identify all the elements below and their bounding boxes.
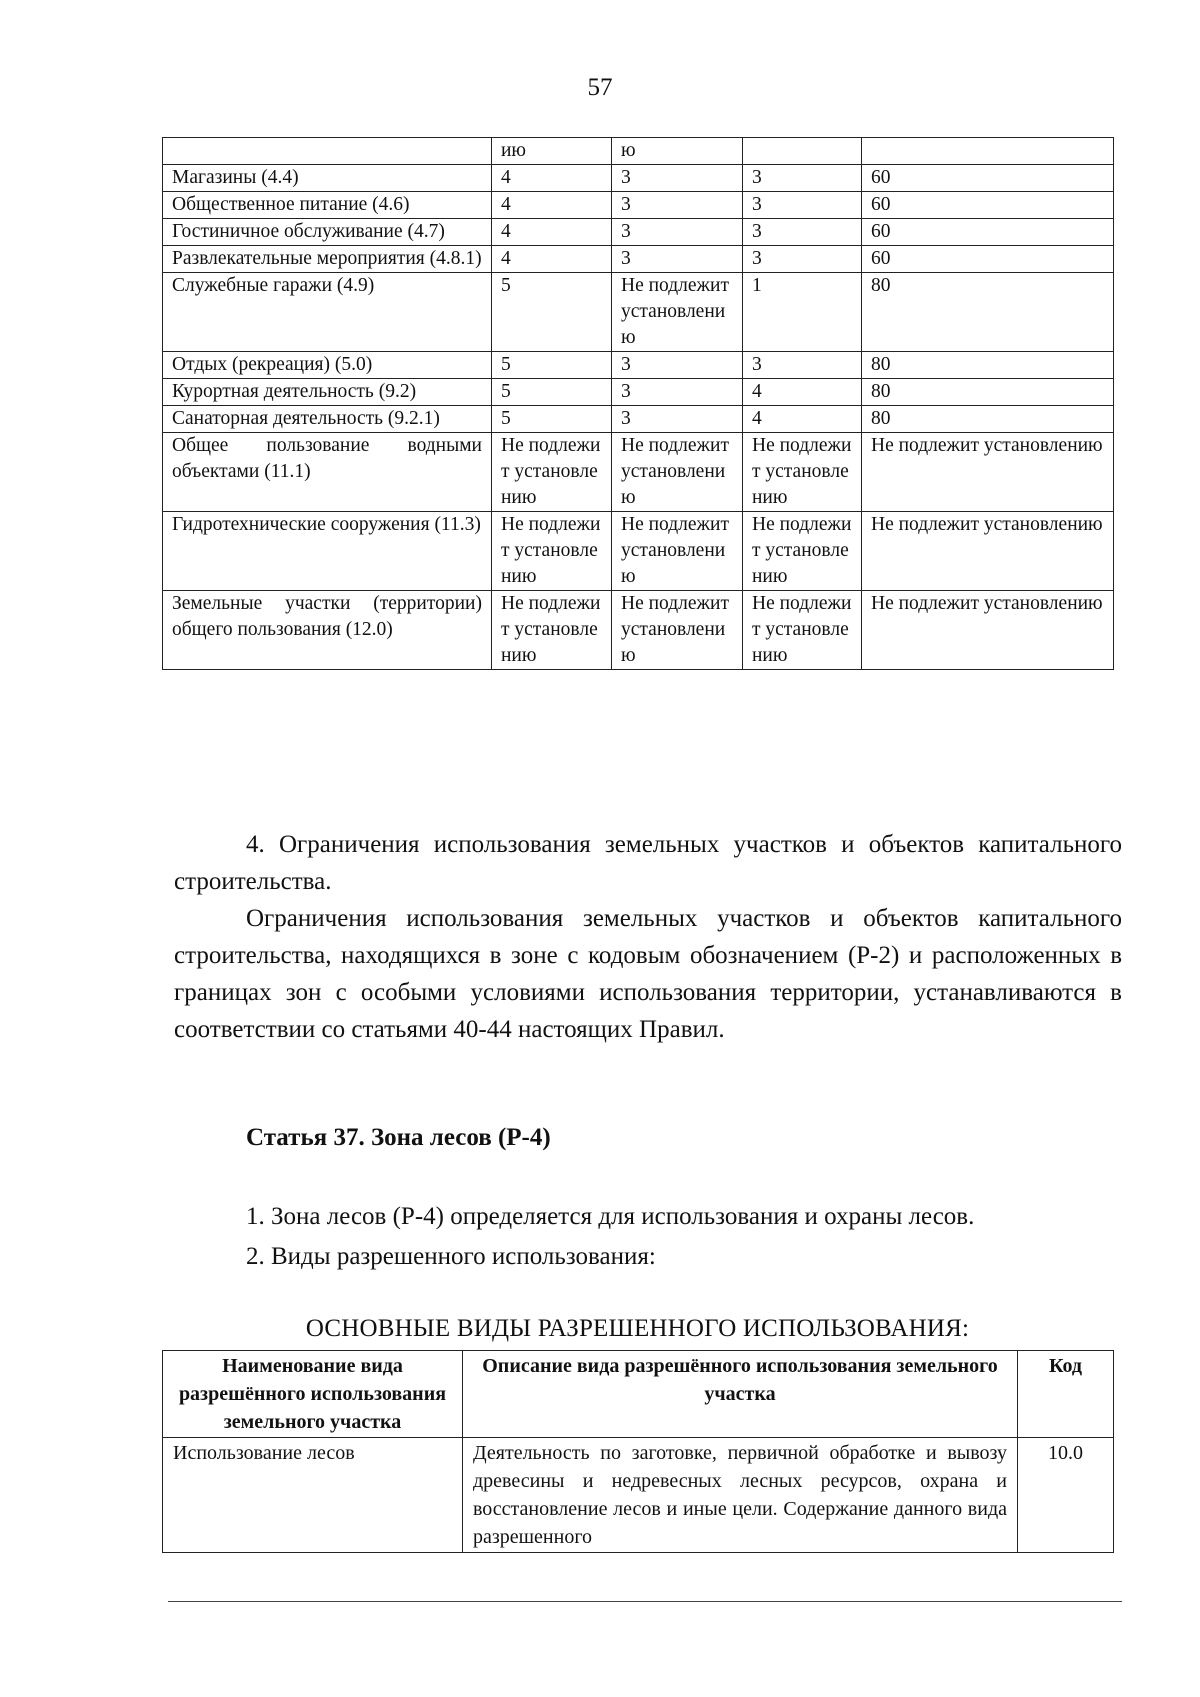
use-type-cell: Магазины (4.4) bbox=[163, 165, 492, 192]
parameter-cell: 4 bbox=[743, 406, 862, 433]
parameters-table bbox=[162, 137, 1114, 670]
use-type-cell: Отдых (рекреация) (5.0) bbox=[163, 352, 492, 379]
parameter-cell: ю bbox=[612, 138, 743, 165]
parameter-cell: 3 bbox=[612, 165, 743, 192]
parameter-cell: Не подлежит установлению bbox=[492, 433, 612, 512]
parameter-cell: 80 bbox=[862, 406, 1114, 433]
parameter-cell: 3 bbox=[743, 246, 862, 273]
table-row bbox=[163, 352, 1114, 379]
use-type-cell: Земельные участки (территории) общего пользования (12.0) bbox=[163, 591, 492, 670]
parameter-cell: 5 bbox=[492, 379, 612, 406]
parameter-cell: 5 bbox=[492, 273, 612, 352]
parameter-cell: 60 bbox=[862, 165, 1114, 192]
table-row bbox=[163, 406, 1114, 433]
parameter-cell: Не подлежит установлению bbox=[612, 433, 743, 512]
parameter-cell: 5 bbox=[492, 406, 612, 433]
table-row bbox=[163, 138, 1114, 165]
parameter-cell: Не подлежит установлению bbox=[862, 512, 1114, 591]
table-row bbox=[163, 165, 1114, 192]
use-name: Использование лесов bbox=[163, 1438, 463, 1553]
parameter-cell: 3 bbox=[743, 219, 862, 246]
parameter-cell: 3 bbox=[612, 406, 743, 433]
page-number: 57 bbox=[587, 74, 613, 101]
parameter-cell: 3 bbox=[743, 165, 862, 192]
parameter-cell: 4 bbox=[743, 379, 862, 406]
parameter-cell: 80 bbox=[862, 352, 1114, 379]
use-type-cell: Курортная деятельность (9.2) bbox=[163, 379, 492, 406]
parameter-cell: Не подлежит установлению bbox=[612, 273, 743, 352]
use-type-cell: Гидротехнические сооружения (11.3) bbox=[163, 512, 492, 591]
header-name: Наименование вида разрешённого использования земельного участка bbox=[163, 1351, 463, 1438]
parameter-cell: 4 bbox=[492, 219, 612, 246]
parameter-cell: Не подлежит установлению bbox=[862, 591, 1114, 670]
parameter-cell: Не подлежит установлению bbox=[612, 591, 743, 670]
table-row bbox=[163, 246, 1114, 273]
article-title: Статья 37. Зона лесов (Р-4) bbox=[246, 1124, 551, 1151]
parameter-cell: Не подлежит установлению bbox=[492, 591, 612, 670]
parameter-cell: 3 bbox=[743, 352, 862, 379]
header-code: Код bbox=[1018, 1351, 1114, 1438]
parameter-cell: 4 bbox=[492, 165, 612, 192]
permitted-use-table bbox=[162, 1350, 1114, 1553]
parameter-cell: 3 bbox=[612, 192, 743, 219]
table-header-row bbox=[163, 1351, 1114, 1438]
parameter-cell: 1 bbox=[743, 273, 862, 352]
parameter-cell: 3 bbox=[743, 192, 862, 219]
table-row bbox=[163, 192, 1114, 219]
section-4-heading: 4. Ограничения использования земельных участков и объектов капитального строительства. bbox=[174, 831, 1122, 895]
parameter-cell bbox=[862, 138, 1114, 165]
parameter-cell: Не подлежит установлению bbox=[862, 433, 1114, 512]
use-type-cell: Служебные гаражи (4.9) bbox=[163, 273, 492, 352]
parameter-cell: Не подлежит установлению bbox=[612, 512, 743, 591]
parameter-cell bbox=[743, 138, 862, 165]
parameter-cell: 80 bbox=[862, 379, 1114, 406]
parameter-cell: 3 bbox=[612, 246, 743, 273]
parameter-cell: Не подлежит установлению bbox=[743, 591, 862, 670]
table-row bbox=[163, 379, 1114, 406]
parameter-cell: 4 bbox=[492, 246, 612, 273]
parameter-cell: 80 bbox=[862, 273, 1114, 352]
parameter-cell: Не подлежит установлению bbox=[492, 512, 612, 591]
use-description: Деятельность по заготовке, первичной обработке и вывозу древесины и недревесных лесных ресурсов, охрана и восстановление лесов и иные цели. Содержание данного вида разрешенного bbox=[463, 1438, 1018, 1553]
parameter-cell: 4 bbox=[492, 192, 612, 219]
table-row bbox=[163, 591, 1114, 670]
section-4-body: Ограничения использования земельных участков и объектов капитального строительства, находящихся в зоне с кодовым обозначением (Р-2) и расположенных в границах зон с особыми условиями использования территории, устанавливаются в соответствии со статьями 40-44 настоящих Правил. bbox=[174, 905, 1122, 1043]
article-item-2: 2. Виды разрешенного использования: bbox=[246, 1243, 656, 1270]
parameter-cell: 3 bbox=[612, 379, 743, 406]
table-row bbox=[163, 1438, 1114, 1553]
use-type-cell: Гостиничное обслуживание (4.7) bbox=[163, 219, 492, 246]
table-caption: ОСНОВНЫЕ ВИДЫ РАЗРЕШЕННОГО ИСПОЛЬЗОВАНИЯ: bbox=[305, 1315, 970, 1342]
parameter-cell: ию bbox=[492, 138, 612, 165]
parameter-cell: 3 bbox=[612, 219, 743, 246]
parameter-cell: 60 bbox=[862, 192, 1114, 219]
use-type-cell: Санаторная деятельность (9.2.1) bbox=[163, 406, 492, 433]
table-row bbox=[163, 512, 1114, 591]
parameter-cell: 3 bbox=[612, 352, 743, 379]
table-row bbox=[163, 433, 1114, 512]
table-row bbox=[163, 273, 1114, 352]
header-description: Описание вида разрешённого использования земельного участка bbox=[463, 1351, 1018, 1438]
parameter-cell: 60 bbox=[862, 246, 1114, 273]
use-type-cell bbox=[163, 138, 492, 165]
use-type-cell: Развлекательные мероприятия (4.8.1) bbox=[163, 246, 492, 273]
footer-rule bbox=[168, 1601, 1122, 1602]
use-type-cell: Общее пользование водными объектами (11.1) bbox=[163, 433, 492, 512]
use-code: 10.0 bbox=[1018, 1438, 1114, 1553]
parameter-cell: Не подлежит установлению bbox=[743, 433, 862, 512]
parameter-cell: 5 bbox=[492, 352, 612, 379]
table-row bbox=[163, 219, 1114, 246]
use-type-cell: Общественное питание (4.6) bbox=[163, 192, 492, 219]
parameter-cell: Не подлежит установлению bbox=[743, 512, 862, 591]
article-item-1: 1. Зона лесов (Р-4) определяется для использования и охраны лесов. bbox=[246, 1203, 975, 1230]
parameter-cell: 60 bbox=[862, 219, 1114, 246]
